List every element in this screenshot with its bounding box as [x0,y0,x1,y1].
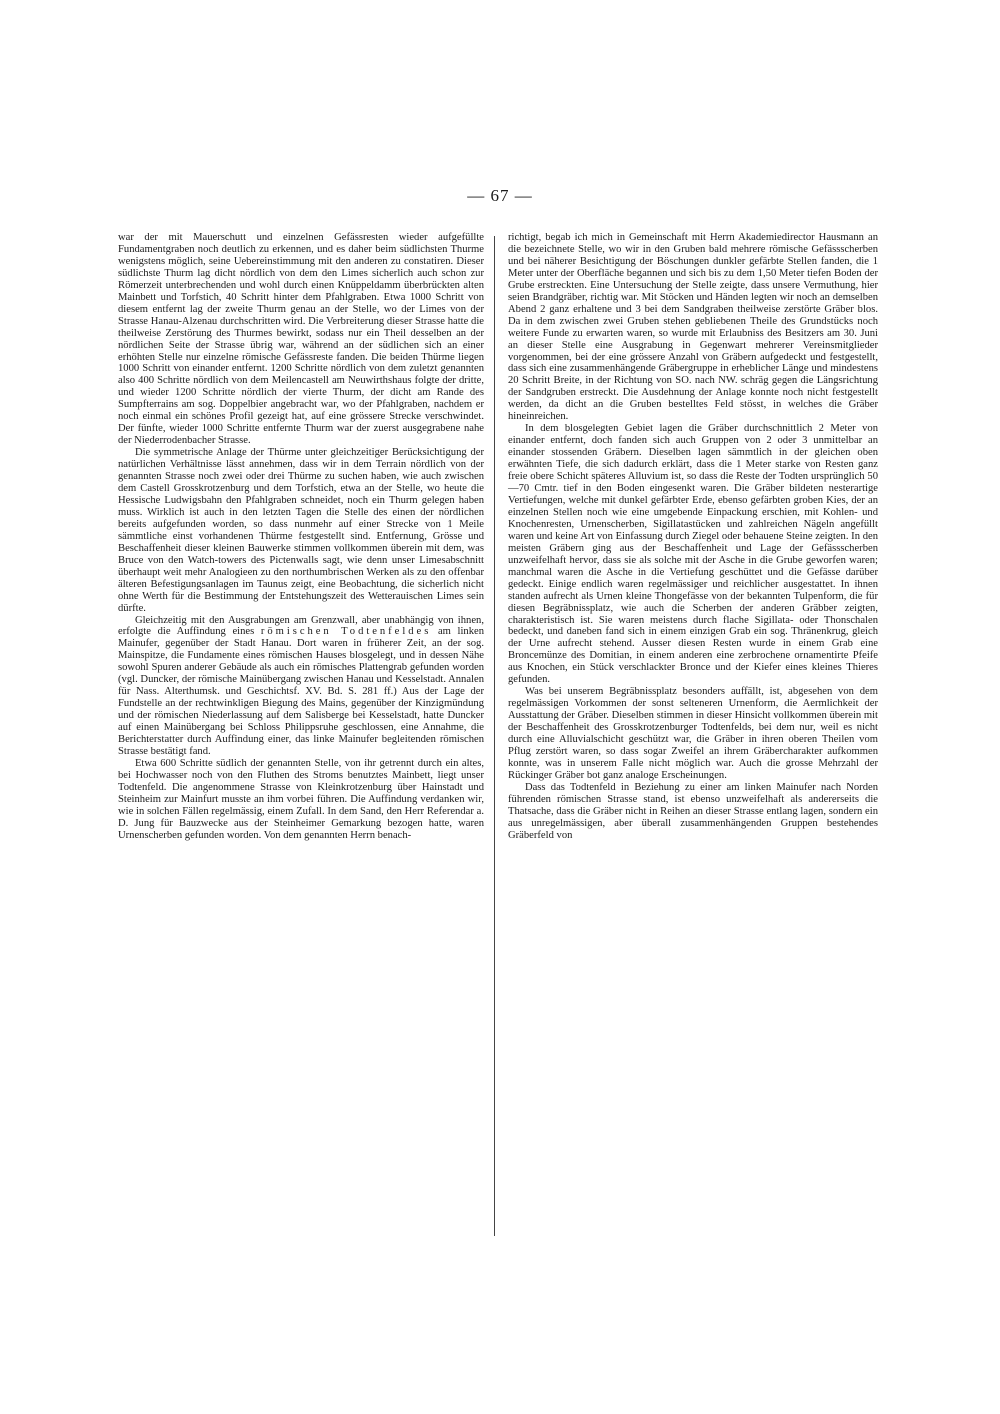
paragraph: Etwa 600 Schritte südlich der genannten Stelle, von ihr getrennt durch ein altes, bei Hochwasser noch von den Fluthen des Stroms benutztes Mainbett, liegt unser Todtenfeld. Die angenommene Strasse von Kleinkrotzenburg über Hainstadt und Steinheim zur Mainfurt musste an ihm vorbei führen. Die Auffindung verdanken wir, wie in solchen Fällen regelmässig, einem Zufall. In dem Sand, den Herr Referendar a. D. Jung für Bauzwecke aus der Steinheimer Gemarkung bezogen hatte, waren Urnenscherben gefunden worden. Von dem genannten Herrn benach- [118,757,484,841]
paragraph: richtigt, begab ich mich in Gemeinschaft mit Herrn Akademiedirector Hausmann an die bezeichnete Stelle, wo wir in den Gruben bald mehrere römische Gefässscherben und bei näherer Besichtigung der Böschungen dunkler gefärbte Stellen fanden, die 1 Meter unter der Oberfläche begannen und sich bis zu dem 1,50 Meter tiefen Boden der Grube erstreckten. Eine Untersuchung der Stelle zeigte, dass unsere Vermuthung, hier seien Brandgräber, richtig war. Mit Stöcken und Händen legten wir noch an demselben Abend 2 ganz erhaltene und 3 bei dem Sandgraben theilweise zerstörte Gräber blos. Da in dem zwischen zwei Gruben stehen gebliebenen Theile des Grundstücks noch weitere Funde zu erwarten waren, so wurde mit Erlaubniss des Besitzers am 30. Juni an dieser Stelle eine Ausgrabung in Gegenwart mehrerer Vereinsmitglieder vorgenommen, bei der eine grössere Anzahl von Gräbern aufgedeckt und festgestellt, dass sich eine zusammenhängende Gräbergruppe in erheblicher Länge und mindestens 20 Schritt Breite, in der Richtung von SO. nach NW. schräg gegen die Längsrichtung der Sandgruben erstreckt. Die Ausdehnung der Anlage konnte noch nicht festgestellt werden, da dicht an die Gruben bestelltes Feld stösst, in welches die Gräber hineinreichen. [508,232,878,423]
paragraph [118,615,484,758]
paragraph: war der mit Mauerschutt und einzelnen Gefässresten wieder aufgefüllte Fundamentgraben noch deutlich zu erkennen, und es daher beim südlichsten Thurme wenigstens möglich, seine Uebereinstimmung mit den anderen zu constatiren. Dieser südlichste Thurm lag dicht nördlich von dem den Limes sicherlich auch schon zur Römerzeit unterbrechenden und wohl durch einen Knüppeldamm überbrückten alten Mainbett und Torfstich, 40 Schritt hinter dem Pfahlgraben. Etwa 1000 Schritt von diesem entfernt lag der zweite Thurm genau an der Stelle, wo der Limes von der Strasse Hanau-Alzenau durchschritten wird. Die Verbreiterung dieser Strasse hatte die theilweise Zerstörung des Thurmes bewirkt, sodass nur ein Theil desselben an der nördlichen Seite der Strasse übrig war, während an der südlichen sich an einer erhöhten Stelle nur einzelne römische Gefässreste fanden. Die beiden Thürme liegen 1000 Schritt von einander entfernt. 1200 Schritte nördlich von dem zuletzt genannten also 400 Schritte nördlich von dem Meilencastell am Neuwirthshaus folgte der dritte, und wieder 1200 Schritte nördlich der vierte Thurm, der dicht am Rande des Sumpfterrains am sog. Doppelbier angebracht war, wo der Pfahlgraben, nachdem er noch einmal ein schönes Profil gezeigt hat, auf eine grössere Strecke verschwindet. Der fünfte, wieder 1000 Schritte entfernte Thurm war der zuerst ausgegrabene nahe der Niederrodenbacher Strasse. [118,232,484,447]
paragraph: Die symmetrische Anlage der Thürme unter gleichzeitiger Berücksichtigung der natürlichen Verhältnisse lässt annehmen, dass wir in dem Terrain nördlich von der genannten Strasse noch zwei oder drei Thürme zu suchen haben, wie auch zwischen dem Castell Grosskrotzenburg und dem Torfstich, etwa an der Stelle, wo heute die Hessische Ludwigsbahn den Pfahlgraben schneidet, noch ein Thurm gelegen haben muss. Wirklich ist auch in den letzten Tagen die Stelle des einen der nördlichen bereits aufgefunden worden, so dass nunmehr auf einer Strecke von 1 Meile sämmtliche einst vorhandenen Thürme festgestellt sind. Entfernung, Grösse und Beschaffenheit dieser kleinen Bauwerke stimmen vollkommen überein mit dem, was Bruce von den Watch-towers des Pictenwalls sagt, wie denn unser Limesabschnitt überhaupt weit mehr Analogieen zu den northumbrischen Werken als zu den offenbar älteren Befestigungsanlagen im Taunus zeigt, eine Beobachtung, die sicherlich nicht ohne Werth für die Bestimmung der Entstehungszeit des Wetterauischen Limes sein dürfte. [118,447,484,614]
spaced-emphasis: römischen Todtenfeldes [260,626,432,638]
paragraph: Was bei unserem Begräbnissplatz besonders auffällt, ist, abgesehen von dem regelmässigen Vorkommen der sonst selteneren Urnenform, die Aermlichkeit der Ausstattung der Gräber. Dieselben stimmen in dieser Hinsicht vollkommen überein mit der Beschaffenheit des Grosskrotzenburger Todtenfelds, bei dem nur, weil es nicht durch eine Alluvialschicht geschützt war, die Gräber in ihren oberen Theilen vom Pflug zerstört waren, so dass sogar Zweifel an ihrem Gräbercharakter aufkommen konnte, was in unserem Falle nicht möglich war. Auch die grosse Mehrzahl der Rückinger Gräber bot ganz analoge Erscheinungen. [508,686,878,781]
paragraph: In dem blosgelegten Gebiet lagen die Gräber durchschnittlich 2 Meter von einander entfernt, doch fanden sich auch Gruppen von 2 oder 3 unmittelbar an einander stossenden Gräbern. Dieselben lagen sämmtlich in der gleichen oben erwähnten Tiefe, die sich dadurch erklärt, dass die 1 Meter starke von Resten ganz freie obere Schicht späteres Alluvium ist, so dass die Reste der Todten ursprünglich 50—70 Cmtr. tief in den Boden eingesenkt waren. Die Gräber bildeten nesterartige Vertiefungen, welche mit dunkel gefärbter Erde, ebenso gefärbten groben Kies, der an einzelnen Stellen noch wie eine umgebende Einpackung erschien, mit Kohlen- und Knochenresten, Urnenscherben, Sigillatastücken und zahlreichen Nägeln angefüllt waren und keine Art von Einfassung durch Ziegel oder behauene Steine zeigten. In den meisten Gräbern ging aus der Beschaffenheit und Lage der Gefässscherben unzweifelhaft hervor, dass sie als solche mit der Asche in die Grube geworfen waren; manchmal waren die Asche in die Vertiefung geschüttet und die Gefässe darüber gedeckt. Einige endlich waren regelmässiger und reichlicher ausgestattet. In ihnen standen aufrecht als Urnen kleine Thongefässe von der bekannten Tulpenform, die für diesen Begräbnissplatz, wie auch die Scherben der anderen Gräbber zeigten, charakteristisch ist. Sie waren meistens durch flache Sigillata- oder Thonschalen bedeckt, und daneben fand sich in einem einzigen Grab ein sog. Thränenkrug, gleich der Urne aufrecht stehend. Ausser diesen Resten wurde in einem Grab eine Broncemünze des Domitian, in einem anderen eine zerbrochene ornamentirte Pfeife aus Knochen, ein Stück verschlackter Bronce und der Kiefer eines kleines Thieres gefunden. [508,423,878,686]
left-column [118,232,484,842]
page-number: — 67 — [467,186,533,205]
paragraph: Dass das Todtenfeld in Beziehung zu einer am linken Mainufer nach Norden führenden römischen Strasse stand, ist ebenso unzweifelhaft als andererseits die Thatsache, dass die Gräber nicht in Reihen an dieser Strasse entlang lagen, sondern ein aus unregelmässigen, aber überall zusammenhängenden Gruppen bestehendes Gräberfeld von [508,781,878,841]
right-column [508,232,878,842]
paragraph-text: am linken Mainufer, gegenüber der Stadt Hanau. Dort waren in früherer Zeit, an der sog. Mainspitze, die Fundamente eines römischen Hauses blosgelegt, und in dessen Nähe sowohl Spuren anderer Gebäude als auch ein römisches Plattengrab gefunden worden (vgl. Duncker, der römische Mainübergang zwischen Hanau und Kesselstadt. Annalen für Nass. Alterthumsk. und Geschichtsf. XV. Bd. S. 281 ff.) Aus der Lage der Fundstelle an der rechtwinkligen Biegung des Mains, gegenüber der Kinzigmündung und der römischen Niederlassung auf dem Salisberge bei Kesselstadt, hatte Duncker auf einen Mainübergang bei Schloss Philippsruhe geschlossen, eine Annahme, die Berichterstatter durch Auffindung einer, das linke Mainufer begleitenden römischen Strasse bestätigt fand. [118,626,484,757]
column-divider [494,236,495,1236]
paragraph-text: Gleichzeitig mit den Ausgrabungen am Grenzwall, aber unabhängig von ihnen, erfolgte die Auffindung eines [118,614,484,638]
